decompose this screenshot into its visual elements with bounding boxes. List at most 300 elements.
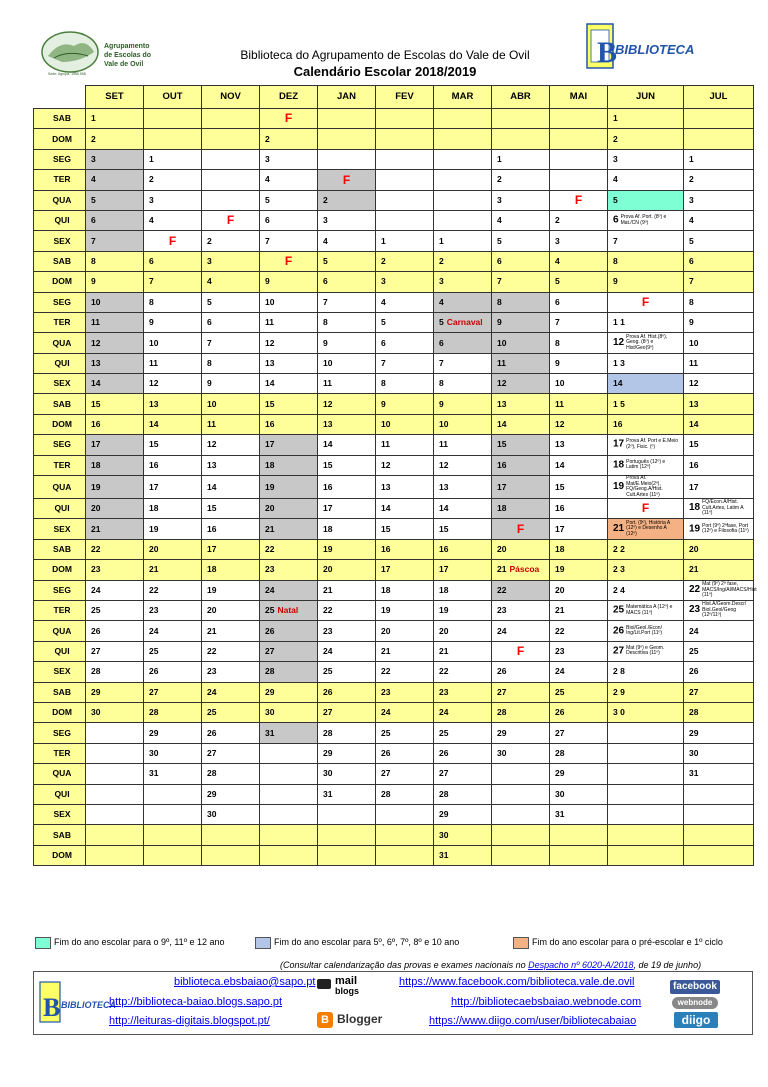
day-cell-mai [550, 353, 608, 373]
day-cell-nov [202, 662, 260, 682]
day-number: 2 [265, 133, 270, 144]
day-cell-abr [492, 580, 550, 600]
day-cell-dez [260, 641, 318, 661]
day-number: 4 [323, 235, 328, 246]
calendar-row [34, 210, 754, 230]
day-number: 16 [265, 419, 275, 430]
calendar-row [34, 743, 754, 763]
exam-note: Prova Af. Port e E.Meio (2º), Fisic. (º) [626, 438, 679, 450]
day-cell-fev [376, 170, 434, 190]
day-number: 27 [497, 686, 507, 697]
day-cell-jun [608, 414, 684, 434]
mail-icon [317, 979, 331, 989]
weekday-label: DOM [34, 272, 86, 292]
day-cell-jan [318, 723, 376, 743]
day-cell-out [144, 455, 202, 475]
day-number: 4 [555, 255, 560, 266]
day-cell-mai [550, 251, 608, 271]
day-cell-jan [318, 539, 376, 559]
day-number: 7 [323, 296, 328, 307]
day-cell-out [144, 149, 202, 169]
day-cell-abr [492, 539, 550, 559]
day-cell-mai [550, 560, 608, 580]
day-number: 7 [497, 276, 502, 287]
day-number: 30 [91, 707, 101, 718]
calendar-row [34, 499, 754, 519]
day-cell-mai [550, 109, 608, 129]
day-cell-set [86, 272, 144, 292]
day-number: 6 [265, 215, 270, 226]
svg-text:B: B [597, 36, 618, 69]
day-cell-jun [608, 784, 684, 804]
day-cell-jan [318, 435, 376, 455]
diigo-link[interactable]: https://www.diigo.com/user/bibliotecabaiao [429, 1015, 637, 1027]
day-cell-set [86, 641, 144, 661]
day-cell-set [86, 251, 144, 271]
day-number: 29 [207, 788, 217, 799]
day-number: 30 [323, 768, 333, 779]
exam-note: Prova Af. Mat/E.Meio(2º), FQ/Geog.A/Hist. Cult.Artes (11º) [626, 475, 663, 498]
day-number: 17 [439, 564, 449, 575]
day-cell-mai [550, 129, 608, 149]
weekday-label: QUI [34, 210, 86, 230]
legend-swatch-teal [35, 937, 51, 949]
weekday-label: SEG [34, 723, 86, 743]
calendar-row [34, 129, 754, 149]
month-header-abr: ABR [492, 86, 550, 109]
day-cell-jan [318, 682, 376, 702]
day-number: 12 [555, 419, 565, 430]
day-number: 14 [613, 378, 623, 389]
weekday-label: DOM [34, 702, 86, 722]
day-cell-out [144, 333, 202, 353]
day-number: 18 [613, 459, 625, 471]
day-cell-fev [376, 702, 434, 722]
day-cell-jul [684, 784, 754, 804]
day-cell-dez [260, 825, 318, 845]
day-number: 31 [149, 768, 159, 779]
day-number: 9 [323, 337, 328, 348]
footer-box [33, 971, 753, 1035]
day-cell-mar [434, 764, 492, 784]
day-number: 9 [207, 378, 212, 389]
day-number: 23 [555, 646, 565, 656]
day-number: 18 [555, 544, 565, 555]
day-cell-nov [202, 149, 260, 169]
day-number: 6 [497, 255, 502, 266]
day-cell-fev [376, 251, 434, 271]
day-number: 31 [689, 768, 699, 779]
holiday-mark: F [168, 233, 177, 248]
day-number: 10 [91, 296, 101, 307]
day-number: 18 [497, 503, 507, 514]
day-number: 8 [91, 255, 96, 266]
day-cell-jan [318, 129, 376, 149]
day-number: 21 [323, 584, 333, 595]
day-number: 14 [689, 419, 699, 430]
weekday-label: TER [34, 600, 86, 620]
day-number: 10 [497, 337, 507, 348]
day-cell-abr [492, 845, 550, 865]
calendar-row [34, 519, 754, 539]
day-cell-nov [202, 845, 260, 865]
corner-cell [34, 86, 86, 109]
day-number: 7 [613, 235, 618, 246]
day-number: 3 [149, 194, 154, 205]
day-cell-fev [376, 621, 434, 641]
day-number: 27 [555, 727, 565, 738]
weekday-label: TER [34, 312, 86, 332]
day-cell-out [144, 109, 202, 129]
day-cell-mai [550, 476, 608, 499]
day-cell-jun [608, 621, 684, 641]
day-number: 24 [265, 584, 275, 595]
day-cell-jan [318, 394, 376, 414]
day-cell-dez [260, 600, 318, 620]
day-number: 19 [207, 584, 217, 595]
weekday-label: QUA [34, 764, 86, 784]
day-number: 25 [439, 727, 449, 738]
day-cell-mai [550, 374, 608, 394]
day-cell-set [86, 109, 144, 129]
calendar-row [34, 764, 754, 784]
weekday-label: QUA [34, 621, 86, 641]
day-number: 10 [381, 419, 391, 430]
day-cell-set [86, 764, 144, 784]
day-cell-mai [550, 292, 608, 312]
day-cell-nov [202, 170, 260, 190]
day-number: 2 [439, 255, 444, 266]
webnode-link[interactable]: http://bibliotecaebsbaiao.webnode.com [451, 996, 642, 1008]
day-cell-jul [684, 210, 754, 230]
day-number: 6 [439, 337, 444, 348]
day-number: 22 [265, 544, 275, 555]
weekday-label: SEG [34, 435, 86, 455]
day-cell-jul [684, 621, 754, 641]
day-number: 12 [91, 337, 101, 348]
day-number: 1 1 [613, 317, 625, 328]
day-number: 4 [207, 276, 212, 287]
day-cell-mar [434, 414, 492, 434]
day-number: 28 [497, 707, 507, 718]
day-cell-nov [202, 499, 260, 519]
day-number: 28 [381, 788, 391, 799]
day-cell-dez [260, 394, 318, 414]
day-cell-jan [318, 702, 376, 722]
day-cell-out [144, 414, 202, 434]
day-cell-jun [608, 170, 684, 190]
day-number: 1 [381, 235, 386, 246]
day-number: 24 [207, 686, 217, 697]
day-cell-jun [608, 702, 684, 722]
day-cell-nov [202, 353, 260, 373]
calendar-row [34, 662, 754, 682]
weekday-label: SEX [34, 519, 86, 539]
holiday-name: Natal [277, 605, 299, 616]
day-cell-nov [202, 374, 260, 394]
day-number: 18 [689, 502, 701, 514]
day-cell-mai [550, 580, 608, 600]
day-number: 2 [381, 255, 386, 266]
day-cell-jun [608, 641, 684, 661]
day-number: 23 [439, 686, 449, 697]
day-number: 4 [91, 174, 96, 185]
weekday-label: SEG [34, 292, 86, 312]
day-cell-set [86, 743, 144, 763]
day-number: 21 [555, 605, 565, 616]
day-cell-jun [608, 333, 684, 353]
day-number: 2 3 [613, 564, 625, 575]
day-cell-dez [260, 353, 318, 373]
day-number: 14 [265, 378, 275, 389]
day-cell-fev [376, 149, 434, 169]
day-cell-jul [684, 312, 754, 332]
weekday-label: SEX [34, 804, 86, 824]
weekday-label: SAB [34, 109, 86, 129]
day-number: 18 [381, 584, 391, 595]
day-cell-abr [492, 499, 550, 519]
day-number: 5 [323, 255, 328, 266]
day-number: 20 [323, 564, 333, 575]
day-cell-mar [434, 825, 492, 845]
day-number: 26 [265, 625, 275, 636]
day-number: 10 [149, 337, 159, 348]
day-cell-dez [260, 210, 318, 230]
calendar-row [34, 702, 754, 722]
day-cell-mai [550, 621, 608, 641]
month-header-dez: DEZ [260, 86, 318, 109]
day-number: 13 [265, 357, 275, 368]
day-cell-dez [260, 476, 318, 499]
day-number: 11 [497, 357, 506, 368]
weekday-label: TER [34, 170, 86, 190]
day-number: 29 [689, 727, 699, 738]
day-cell-dez [260, 170, 318, 190]
day-number: 2 [497, 174, 502, 185]
day-number: 18 [149, 503, 159, 514]
day-number: 20 [91, 503, 101, 514]
day-number: 13 [323, 419, 333, 430]
calendar-row [34, 784, 754, 804]
blogspot-link[interactable]: http://leituras-digitais.blogspot.pt/ [109, 1015, 270, 1027]
day-cell-jun [608, 109, 684, 129]
day-cell-fev [376, 312, 434, 332]
day-number: 11 [381, 439, 390, 450]
sapo-blog-link[interactable]: http://biblioteca-baiao.blogs.sapo.pt [109, 996, 283, 1008]
day-cell-out [144, 825, 202, 845]
exam-note: Português (12º) e Latim (12º) [626, 458, 666, 471]
month-header-jun: JUN [608, 86, 684, 109]
calendar-row [34, 272, 754, 292]
day-cell-jan [318, 580, 376, 600]
day-cell-nov [202, 231, 260, 251]
day-number: 8 [207, 357, 212, 368]
day-number: 1 [689, 154, 694, 165]
day-cell-fev [376, 845, 434, 865]
day-cell-mai [550, 170, 608, 190]
day-cell-mai [550, 641, 608, 661]
weekday-label: DOM [34, 845, 86, 865]
day-cell-set [86, 476, 144, 499]
day-cell-jan [318, 190, 376, 210]
day-cell-nov [202, 190, 260, 210]
day-number: 27 [689, 686, 699, 697]
email-link[interactable]: biblioteca.ebsbaiao@sapo.pt [174, 976, 316, 988]
logo-right-text: BIBLIOTECA [615, 42, 695, 57]
day-cell-mar [434, 170, 492, 190]
day-number: 6 [323, 276, 328, 287]
despacho-link[interactable]: Despacho nº 6020-A/2018 [528, 960, 634, 970]
day-cell-abr [492, 519, 550, 539]
day-cell-jun [608, 231, 684, 251]
day-cell-jun [608, 190, 684, 210]
day-number: 30 [555, 788, 565, 799]
day-cell-mai [550, 519, 608, 539]
day-cell-jun [608, 519, 684, 539]
day-cell-mar [434, 641, 492, 661]
day-number: 8 [149, 296, 154, 307]
day-number: 28 [207, 768, 217, 779]
legend-swatch-blue [255, 937, 271, 949]
logo-left-small: Sede: Agrupa. 1558 558 [48, 72, 86, 76]
day-cell-jul [684, 109, 754, 129]
day-cell-mar [434, 600, 492, 620]
day-cell-dez [260, 580, 318, 600]
calendar-row [34, 600, 754, 620]
day-number: 15 [323, 459, 333, 470]
exam-note: Hist.A/Geom.Descr/ Biol.Geol/Geog (12º/11º) [702, 601, 747, 619]
day-cell-jun [608, 272, 684, 292]
weekday-label: SEG [34, 149, 86, 169]
day-cell-dez [260, 272, 318, 292]
day-number: 22 [91, 544, 101, 555]
calendar-row [34, 580, 754, 600]
day-cell-abr [492, 743, 550, 763]
day-cell-nov [202, 723, 260, 743]
day-cell-jun [608, 539, 684, 559]
day-cell-out [144, 519, 202, 539]
day-number: 14 [149, 419, 159, 430]
day-cell-abr [492, 455, 550, 475]
day-number: 1 [91, 113, 96, 124]
day-cell-out [144, 662, 202, 682]
day-cell-dez [260, 560, 318, 580]
day-number: 5 [555, 276, 560, 287]
diigo-badge: diigo [674, 1012, 718, 1028]
day-number: 5 [381, 317, 386, 328]
day-number: 12 [439, 459, 449, 470]
biblioteca-logo [585, 20, 695, 75]
day-number: 26 [207, 727, 217, 738]
holiday-mark: F [284, 254, 293, 269]
day-number: 25 [207, 707, 217, 718]
school-logo [40, 28, 160, 78]
day-number: 23 [323, 625, 333, 636]
day-cell-abr [492, 600, 550, 620]
day-number: 21 [91, 523, 101, 534]
day-cell-out [144, 374, 202, 394]
day-cell-fev [376, 129, 434, 149]
day-number: 21 [265, 523, 275, 534]
legend-peach: Fim do ano escolar para o pré-escolar e 1º ciclo [532, 937, 723, 947]
day-cell-fev [376, 641, 434, 661]
day-number: 1 3 [613, 357, 625, 368]
day-number: 21 [381, 646, 391, 656]
facebook-link[interactable]: https://www.facebook.com/biblioteca.vale.de.ovil [399, 976, 635, 988]
day-cell-nov [202, 333, 260, 353]
day-cell-out [144, 804, 202, 824]
weekday-label: SAB [34, 682, 86, 702]
day-cell-out [144, 764, 202, 784]
day-cell-jul [684, 804, 754, 824]
day-cell-fev [376, 519, 434, 539]
calendar-row [34, 621, 754, 641]
day-number: 23 [497, 605, 507, 616]
day-number: 29 [91, 686, 101, 697]
weekday-label: DOM [34, 129, 86, 149]
holiday-mark: F [516, 644, 525, 659]
day-cell-mar [434, 702, 492, 722]
day-cell-mar [434, 682, 492, 702]
day-number: 3 [613, 154, 618, 165]
day-number: 28 [555, 747, 565, 758]
month-header-row [34, 86, 754, 109]
consult-after: , de 19 de junho) [633, 960, 702, 970]
day-cell-fev [376, 455, 434, 475]
day-cell-mai [550, 600, 608, 620]
day-number: 18 [91, 459, 101, 470]
day-cell-jul [684, 476, 754, 499]
day-number: 9 [689, 317, 694, 328]
day-number: 3 [91, 154, 96, 165]
day-number: 2 2 [613, 544, 625, 555]
calendar-row [34, 804, 754, 824]
day-number: 16 [613, 419, 623, 430]
day-cell-fev [376, 292, 434, 312]
day-number: 10 [265, 296, 275, 307]
day-number: 9 [149, 317, 154, 328]
day-number: 7 [265, 235, 270, 246]
day-number: 20 [265, 503, 275, 514]
day-cell-jun [608, 743, 684, 763]
day-cell-jul [684, 170, 754, 190]
day-cell-jun [608, 764, 684, 784]
day-cell-out [144, 580, 202, 600]
day-cell-nov [202, 539, 260, 559]
day-number: 6 [149, 255, 154, 266]
calendar-row [34, 190, 754, 210]
day-number: 16 [555, 503, 565, 514]
day-number: 9 [381, 398, 386, 409]
day-number: 15 [497, 439, 507, 450]
day-cell-set [86, 292, 144, 312]
day-number: 20 [555, 584, 565, 595]
day-number: 14 [497, 419, 507, 430]
day-cell-jun [608, 682, 684, 702]
day-cell-mai [550, 312, 608, 332]
day-cell-nov [202, 600, 260, 620]
day-cell-fev [376, 210, 434, 230]
day-cell-nov [202, 764, 260, 784]
day-cell-jan [318, 662, 376, 682]
day-cell-mai [550, 764, 608, 784]
day-cell-out [144, 210, 202, 230]
day-number: 20 [207, 605, 217, 616]
day-cell-abr [492, 784, 550, 804]
day-cell-set [86, 353, 144, 373]
day-cell-abr [492, 251, 550, 271]
day-number: 31 [323, 788, 333, 799]
